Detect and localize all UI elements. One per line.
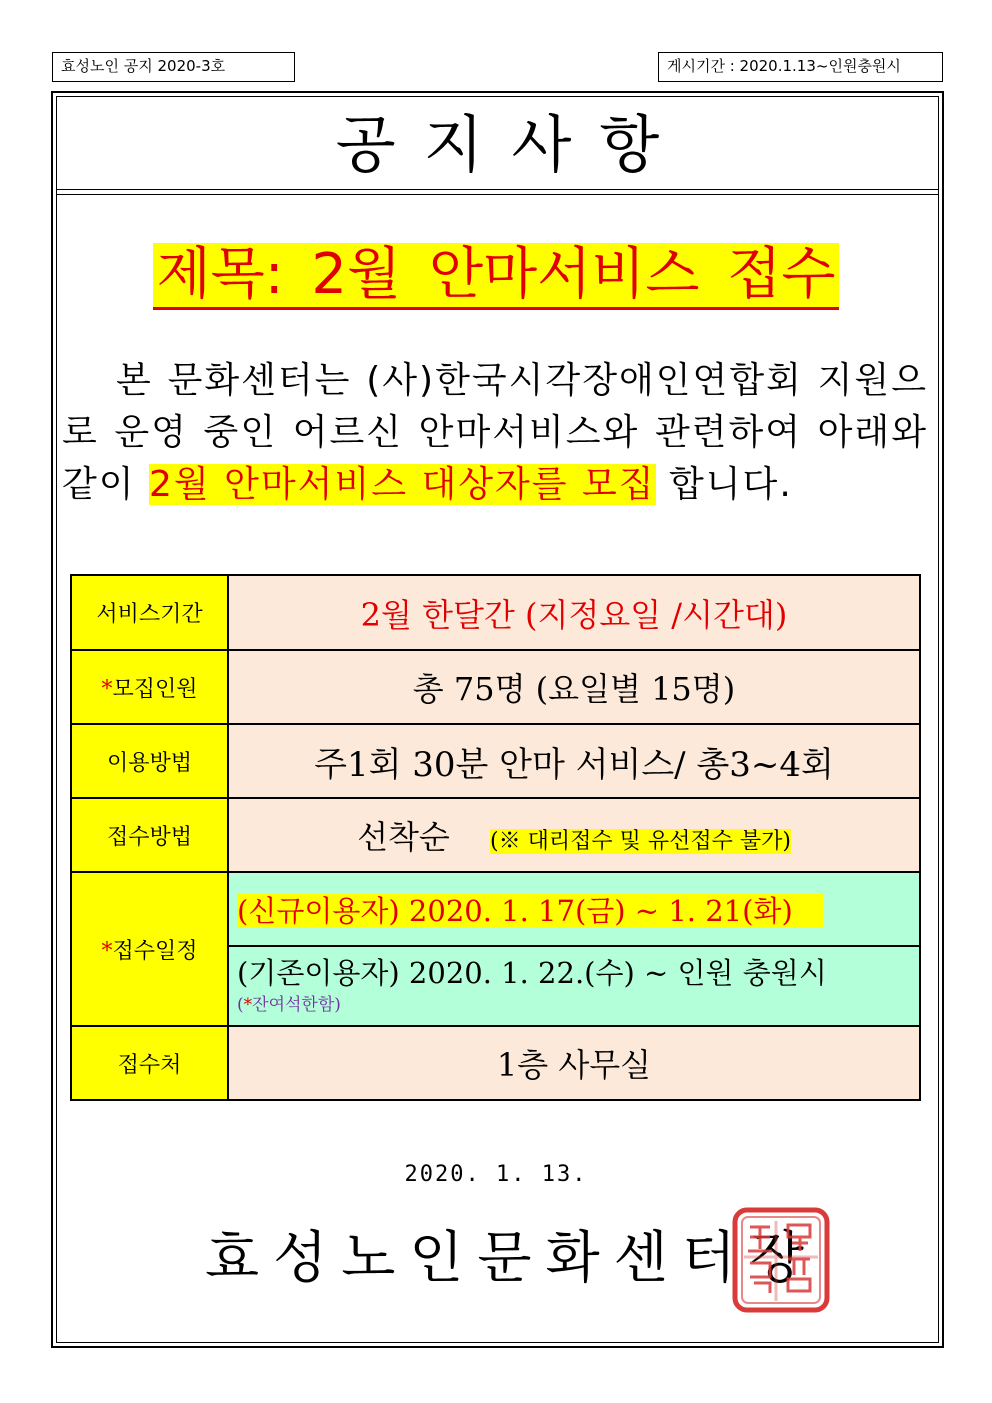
- label-service-period: 서비스기간: [71, 575, 228, 650]
- page-title: 공지사항: [335, 108, 688, 181]
- title-divider: [57, 189, 938, 195]
- body-text-2: 합니다.: [655, 464, 793, 505]
- body-text-1: 본 문화센터는 (사)한국시각장애인연합회 지원으로 운영 중인 어르신 안마서비스와 관련하여 아래와 같이: [62, 360, 928, 505]
- label-recruit-count: *모집인원: [71, 650, 228, 724]
- body-paragraph: [62, 355, 928, 511]
- label-application-schedule: *접수일정: [71, 872, 228, 1026]
- posting-period: 게시기간 : 2020.1.13~인원충원시: [658, 52, 943, 82]
- official-seal-stamp: [732, 1207, 830, 1313]
- table-row: [71, 872, 920, 946]
- table-row: [71, 1026, 920, 1100]
- value-application-method: [228, 798, 920, 872]
- subject-line: [0, 243, 992, 310]
- body-highlight: 2월 안마서비스 대상자를 모집: [149, 464, 656, 505]
- remaining-seat-note: (*잔여석한함): [237, 995, 341, 1015]
- first-come-text: 선착순: [357, 818, 450, 856]
- value-existing-users: (기존이용자) 2020. 1. 22.(수) ~ 인원 충원시 (*잔여석한함): [228, 946, 920, 1026]
- notice-number: 효성노인 공지 2020-3호: [52, 52, 295, 82]
- value-new-users: (신규이용자) 2020. 1. 17(금) ~ 1. 21(화): [228, 872, 920, 946]
- table-row: [71, 724, 920, 798]
- label-usage-method: 이용방법: [71, 724, 228, 798]
- service-info-table: [70, 574, 921, 1101]
- table-row: [71, 798, 920, 872]
- subject-heading: 제목: 2월 안마서비스 접수: [153, 243, 840, 310]
- value-recruit-count: 총 75명 (요일별 15명): [228, 650, 920, 724]
- label-application-method: 접수방법: [71, 798, 228, 872]
- table-row: [71, 650, 920, 724]
- value-service-period: 2월 한달간 (지정요일 /시간대): [228, 575, 920, 650]
- table-row: [71, 575, 920, 650]
- proxy-note: (※ 대리접수 및 유선접수 불가): [490, 829, 791, 854]
- signer-name: 효성노인문화센터장: [205, 1226, 818, 1291]
- label-reception-place: 접수처: [71, 1026, 228, 1100]
- value-reception-place: 1층 사무실: [228, 1026, 920, 1100]
- notice-date: 2020. 1. 13.: [404, 1162, 588, 1187]
- value-usage-method: 주1회 30분 안마 서비스/ 총3~4회: [228, 724, 920, 798]
